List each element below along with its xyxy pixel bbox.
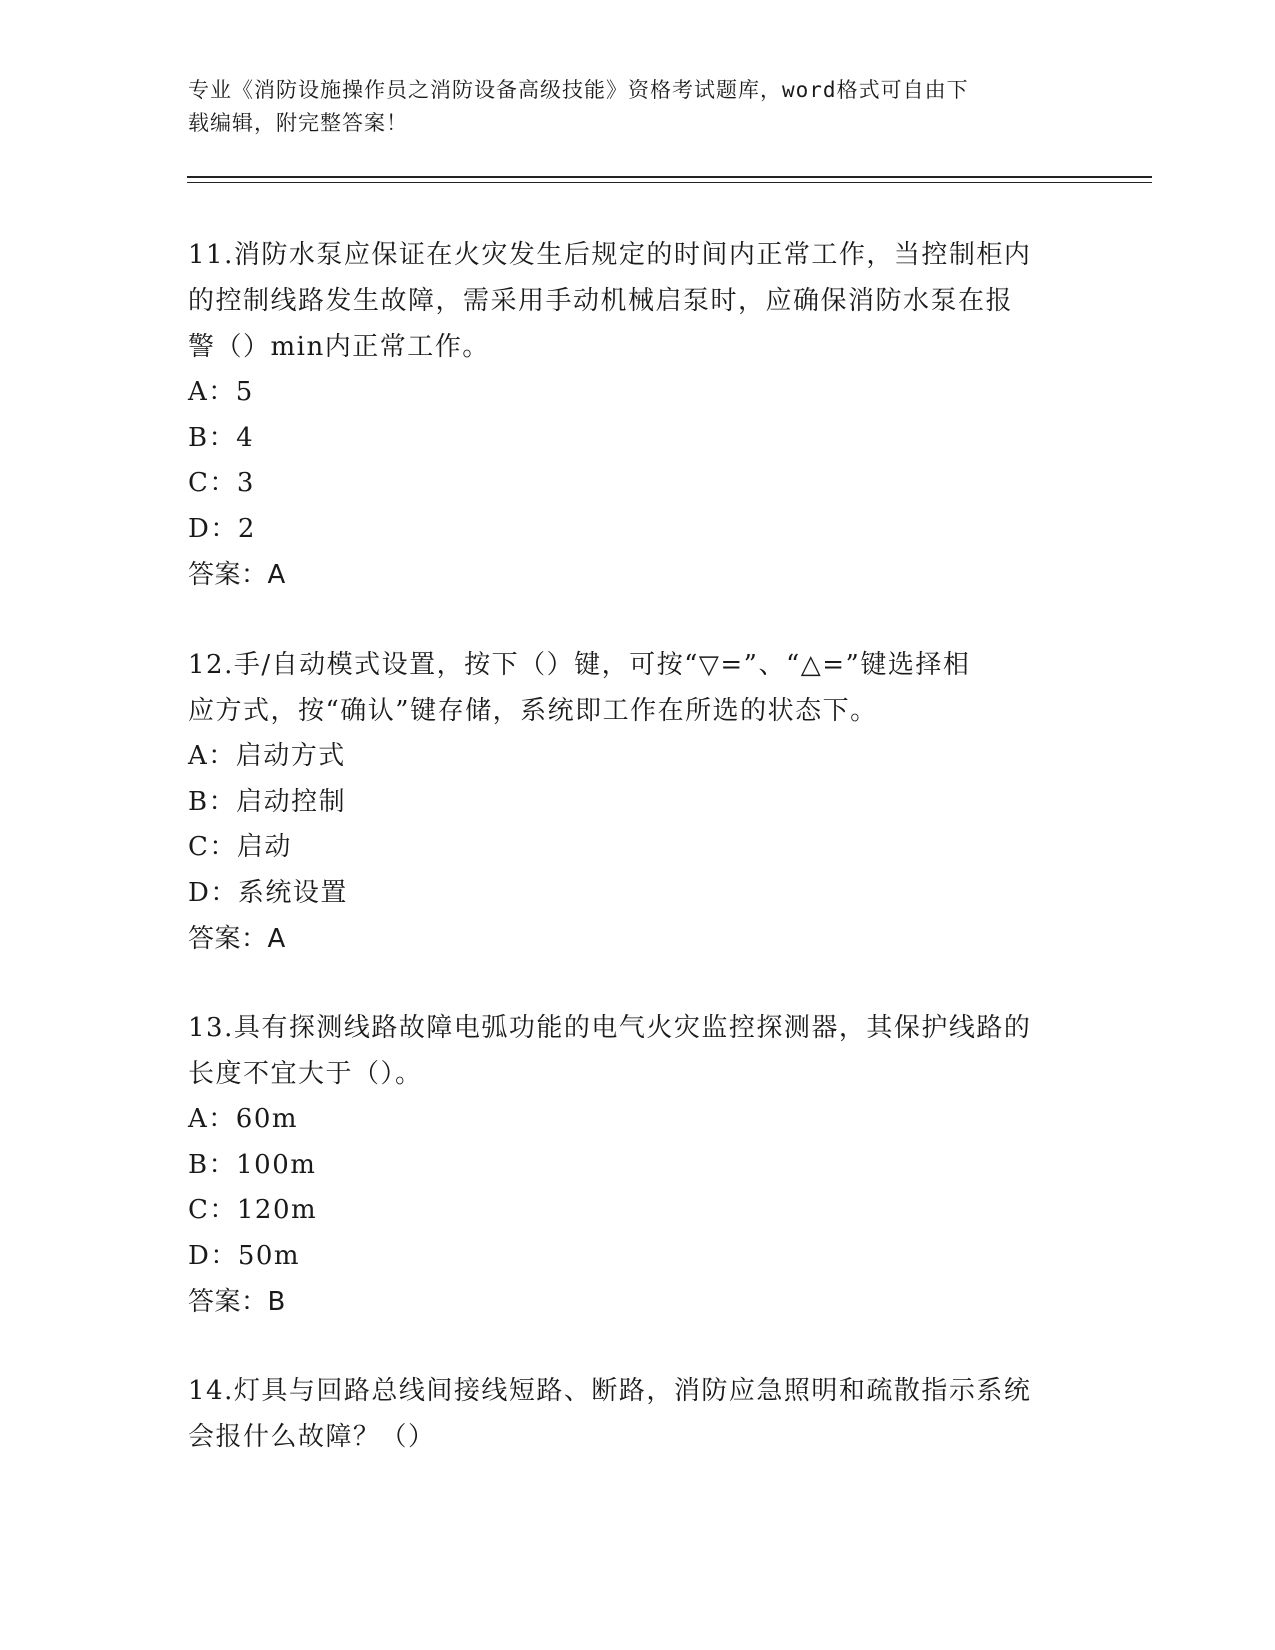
question-stem-line: 会报什么故障？（） (188, 1422, 436, 1452)
option-a: A：启动方式 (188, 741, 346, 771)
header-line-2: 载编辑，附完整答案！ (188, 111, 408, 135)
question-12 (188, 642, 1088, 962)
header-line-1-part-a: 专业《消防设施操作员之消防设备高级技能》资格考试题库， (188, 78, 782, 102)
question-stem-line: 的控制线路发生故障，需采用手动机械启泵时，应确保消防水泵在报 (188, 286, 1014, 316)
question-11 (188, 232, 1088, 598)
question-stem-line: 长度不宜大于（）。 (188, 1059, 423, 1089)
option-b: B：启动控制 (188, 786, 347, 817)
header-line-1-part-b: word (782, 78, 837, 102)
option-a: A：5 (188, 377, 254, 407)
document-header (188, 74, 1068, 140)
option-c: C：3 (188, 468, 255, 498)
answer: 答案：A (188, 560, 286, 590)
option-d: D：50m (188, 1240, 301, 1271)
header-divider-thin (187, 182, 1152, 183)
answer: 答案：A (188, 924, 286, 954)
option-b: B：100m (188, 1149, 317, 1180)
option-d: D：系统设置 (188, 877, 348, 908)
question-stem-line: 11.消防水泵应保证在火灾发生后规定的时间内正常工作，当控制柜内 (188, 240, 1032, 270)
header-line-1-part-c: 格式可自由下 (836, 78, 969, 102)
option-c: C：120m (188, 1195, 318, 1225)
question-stem-line: 13.具有探测线路故障电弧功能的电气火灾监控探测器，其保护线路的 (188, 1013, 1032, 1043)
question-stem-line: 警（）min内正常工作。 (188, 332, 490, 362)
option-d: D：2 (188, 513, 256, 544)
question-14 (188, 1368, 1088, 1460)
header-divider-thick (187, 176, 1152, 178)
question-stem-line: 12.手/自动模式设置，按下（）键，可按“▽=”、“△=”键选择相 (188, 650, 971, 680)
header-line-1 (188, 74, 1068, 107)
answer: 答案：B (188, 1287, 286, 1317)
question-stem-line: 应方式，按“确认”键存储，系统即工作在所选的状态下。 (188, 696, 878, 726)
option-b: B：4 (188, 422, 255, 453)
option-c: C：启动 (188, 832, 292, 862)
option-a: A：60m (188, 1104, 299, 1134)
question-13 (188, 1005, 1088, 1325)
question-stem-line: 14.灯具与回路总线间接线短路、断路，消防应急照明和疏散指示系统 (188, 1376, 1032, 1406)
